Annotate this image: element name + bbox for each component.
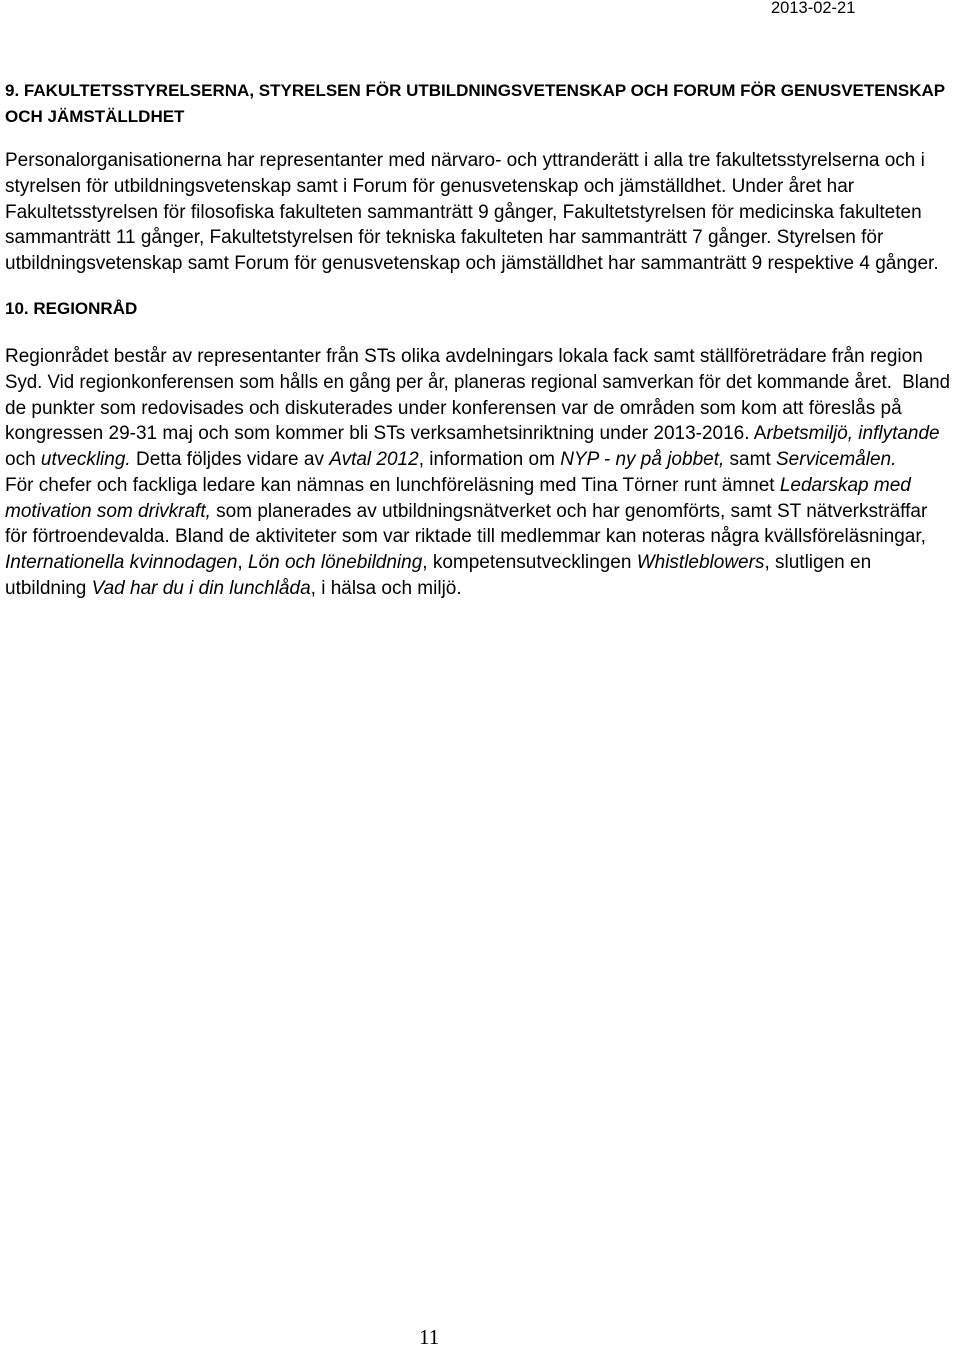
header-date: 2013-02-21 [771,0,856,17]
text-run: , kompetensutvecklingen [422,552,637,574]
text-run: , [237,552,248,574]
text-run: de punkter som redovisades och diskuterades under konferensen var de områden som kom att föreslås på [5,397,902,419]
text-line [5,370,950,396]
text-run: sammanträtt 11 gånger, Fakultetstyrelsen för tekniska fakulteten har sammanträtt 7 gånger. Styrelsen för [5,227,884,249]
text-line [5,396,902,422]
section-paragraph [5,148,939,277]
text-run: Fakultetsstyrelsen för filosofiska fakulteten sammanträtt 9 gånger, Fakultetstyrelsen för medicinska fakulteten [5,201,922,223]
text-line [5,524,926,550]
text-run: Detta följdes vidare av [130,449,330,471]
text-run: utbildning [5,578,92,600]
text-run: som planerades av utbildningsnätverket och har genomförts, samt ST nätverksträffar [210,500,928,522]
italic-text-run: Ledarskap med [779,474,911,496]
text-line [5,225,883,251]
text-line [5,473,911,499]
text-line [5,550,871,576]
text-line [5,421,940,447]
text-line [5,296,137,322]
text-line [5,174,854,200]
text-run: utbildningsvetenskap samt Forum för genusvetenskap och jämställdhet har sammanträtt 9 respektive 4 gånger. [5,253,939,275]
text-run: styrelsen för utbildningsvetenskap samt i Forum för genusvetenskap och jämställdhet. Under året har [5,175,855,197]
text-line [5,447,896,473]
italic-text-run: motivation som drivkraft, [5,500,211,522]
italic-text-run: Servicemålen. [776,449,897,471]
text-line [5,344,923,370]
text-run: samt [724,449,776,471]
italic-text-run: rbetsmiljö, inflytande [766,423,940,445]
text-line [5,251,939,277]
text-run: OCH JÄMSTÄLLDHET [5,107,185,126]
section-paragraph [5,344,960,602]
text-line [5,576,462,602]
text-run: kongressen 29-31 maj och som kommer bli STs verksamhetsinriktning under 2013-2016. A [5,423,767,445]
text-line [5,200,922,226]
text-run: , information om [418,449,561,471]
italic-text-run: Whistleblowers [636,552,765,574]
text-run: 9. FAKULTETSSTYRELSERNA, STYRELSEN FÖR UTBILDNINGSVETENSKAP OCH FORUM FÖR GENUSVETENSKAP [5,81,946,100]
text-run: och [5,449,41,471]
section-heading [5,78,945,130]
text-run: för förtroendevalda. Bland de aktiviteter som var riktade till medlemmar kan noteras några kvällsföreläsningar, [5,526,926,548]
text-run: 10. REGIONRÅD [5,299,138,318]
text-line [5,104,184,130]
italic-text-run: Lön och lönebildning [247,552,423,574]
section-heading [5,296,137,322]
text-run: , slutligen en [764,552,872,574]
text-run: Syd. Vid regionkonferensen som hålls en gång per år, planeras regional samverkan för det kommande året. Bland [5,371,950,393]
italic-text-run: Avtal 2012 [329,449,419,471]
page-number: 11 [419,1325,440,1346]
italic-text-run: Vad har du i din lunchlåda [91,578,311,600]
text-line [5,78,945,104]
italic-text-run: utveckling. [40,449,131,471]
text-line [5,499,927,525]
text-run: , i hälsa och miljö. [310,578,462,600]
text-run: Personalorganisationerna har representanter med närvaro- och yttranderätt i alla tre fakultetsstyrelserna och i [5,150,925,171]
italic-text-run: NYP - ny på jobbet, [560,449,725,471]
text-run: Regionrådet består av representanter från STs olika avdelningars lokala fack samt ställföreträdare från region [5,346,923,367]
text-run: För chefer och fackliga ledare kan nämnas en lunchföreläsning med Tina Törner runt ämnet [5,474,780,496]
italic-text-run: Internationella kvinnodagen [5,552,238,574]
text-line [5,148,925,174]
